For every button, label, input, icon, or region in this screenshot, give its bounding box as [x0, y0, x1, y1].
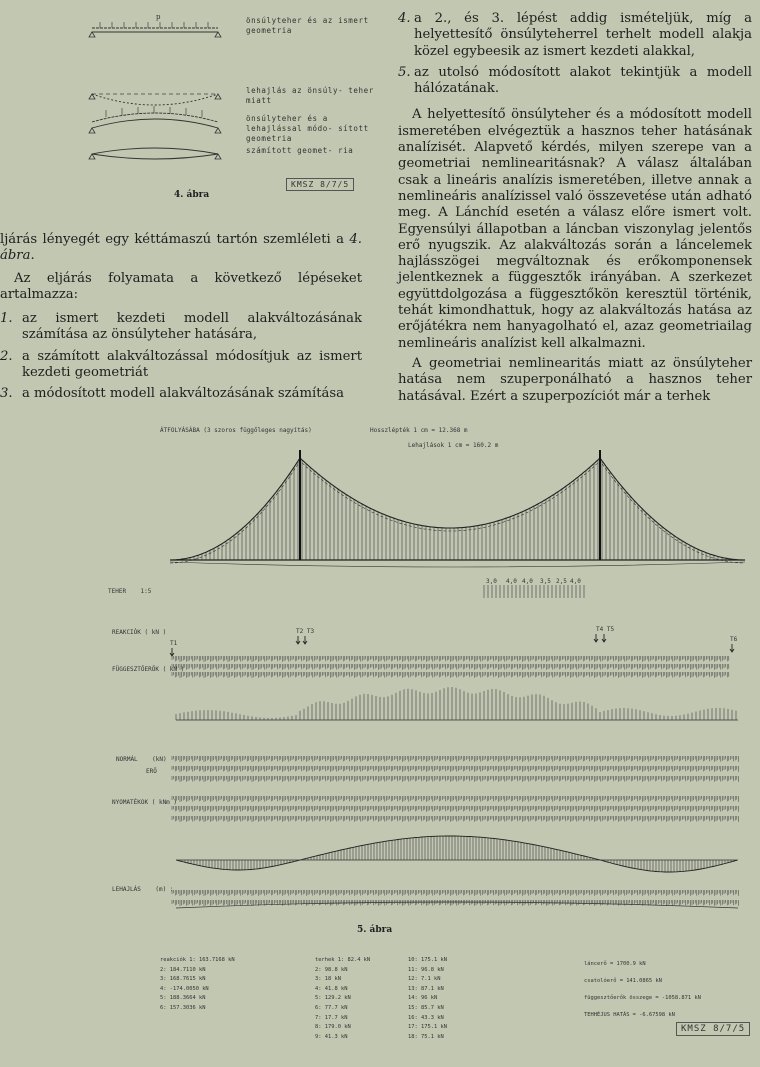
moment-values-2	[172, 806, 738, 812]
support-label: T1	[170, 640, 178, 647]
step-text: a számított alakváltozással módosítjuk az ismert kezdeti geometriát	[22, 348, 362, 381]
result-line: 5: 129.2 kN	[315, 995, 351, 1002]
support-label: T4 T5	[596, 626, 615, 633]
result-line: reakciók 1: 163.7168 kN	[160, 957, 235, 963]
result-line: csatolóerő = 141.0865 kN	[584, 978, 662, 984]
reaction-arrow	[730, 644, 734, 652]
result-line: 11: 96.8 kN	[408, 966, 444, 973]
intro-text: ljárás lényegét egy kéttámaszú tartón szemléleti a	[0, 232, 350, 247]
result-line: 3: 18 kN	[315, 976, 341, 983]
load-symbol: p	[156, 13, 161, 21]
step-list-left	[0, 311, 362, 402]
result-line: 6: 157.3036 kN	[160, 1004, 206, 1011]
hanger-results-b	[408, 956, 447, 1042]
step-item	[0, 349, 362, 382]
result-line: 9: 41.3 kN	[315, 1033, 348, 1040]
right-column	[398, 8, 752, 405]
bridge-hangers	[174, 460, 742, 560]
step-item	[0, 311, 362, 344]
load-scale-value: 1:5	[140, 588, 152, 595]
step-text: a 2., és 3. lépést addig ismételjük, míg a helyettesítő önsúlyteherrel terhelt modell alakja közel egybeesik az ismert kezdeti alakkal,	[414, 11, 752, 59]
result-line: 17: 175.1 kN	[408, 1024, 447, 1031]
result-line: láncerő = 1700.9 kN	[584, 961, 646, 967]
result-line: 13: 87.1 kN	[408, 985, 444, 992]
paragraph-analysis: A helyettesítő önsúlyteher és a módosított modell ismeretében elvégeztük a hasznos teher hatásának analízisét. Alapvető kérdés, milyen szerepe van a geometriai nemlinearitásnak? A válasz általában csak a lineáris analízis ismeretében, illetve annak a nemlineáris analízissel való összevetése után adható meg. A Lánchíd esetén a válasz előre ismert volt. Egyensúlyi állapotban a láncban viszonylag jelentős erő nyugszik. Az alakváltozás során a láncelemek hajlásszögei megváltoznak és erőkomponensek jelentkeznek a függesztők irányában. A szerkezet együttdolgozása a függesztőkön keresztül történik, tehát kimondhattuk, hogy az alakváltozás hatása az erőjátékra nem hanyagolható el, azaz geometriailag nemlineáris analízist kell alkalmazni.	[398, 107, 752, 351]
row-label-moments: NYOMATÉKOK ( kNm )	[112, 799, 178, 806]
row-label-deflection	[112, 886, 173, 893]
step-number: 5.	[398, 64, 411, 80]
deflection-unit: (m) :	[155, 886, 174, 893]
reaction-arrow	[594, 634, 598, 642]
figure-5	[0, 420, 760, 1067]
load-number: 4,0	[506, 578, 517, 585]
normal-unit: (kN)	[152, 756, 167, 763]
normal-force-values-3	[172, 776, 738, 782]
reaction-arrow	[303, 636, 307, 644]
deck-deflection	[170, 562, 745, 567]
process-intro: Az eljárás folyamata a következő lépéseket artalmazza:	[0, 270, 362, 302]
row-label-normal-sub: ERŐ	[146, 768, 157, 775]
support-label: T6	[730, 636, 738, 643]
step-text: az ismert kezdeti modell alakváltozásának számítása az önsúlyteher hatására,	[22, 311, 362, 343]
result-line: 15: 85.7 kN	[408, 1004, 444, 1011]
hanger-force-values-2	[172, 664, 729, 670]
row-label-reactions: REAKCIÓK ( kN )	[112, 629, 167, 636]
fig5-scale-length: Hosszlépték 1 cm = 12.368 m	[370, 427, 468, 434]
result-line: 4: 41.8 kN	[315, 985, 348, 992]
figure-reference: 4. ábra.	[0, 232, 362, 264]
support-label: T2 T3	[296, 628, 315, 635]
load-number: 3,0	[486, 578, 497, 585]
result-line: függesztőerők összege = -1058.871 kN	[584, 995, 701, 1001]
row-label-load	[108, 588, 151, 595]
moment-values-1	[172, 796, 738, 802]
moment-values-3	[172, 816, 738, 822]
step-text: az utolsó módosított alakot tekintjük a modell hálózatának.	[414, 64, 752, 97]
reactions-results	[160, 956, 235, 1014]
figure-4-caption: 4. ábra	[174, 190, 210, 200]
fig4-stamp: KMSZ 8/7/5	[286, 178, 354, 191]
deflection-values	[172, 890, 738, 896]
step-number: 2.	[0, 348, 13, 364]
reaction-arrow	[296, 636, 300, 644]
fig5-stamp: KMSZ 8/7/5	[676, 1022, 750, 1036]
result-line: 14: 96 kN	[408, 995, 438, 1002]
normal-force-values-1	[172, 756, 738, 762]
result-line: 12: 7.1 kN	[408, 976, 441, 983]
result-line: terhek 1: 82.4 kN	[315, 957, 371, 963]
fig4-label-2: lehajlás az önsúly- teher miatt	[246, 86, 374, 105]
summary-results	[584, 956, 701, 1024]
result-line: 4: -174.0050 kN	[160, 985, 209, 992]
normal-force-values-2	[172, 766, 738, 772]
hanger-force-bars	[176, 687, 736, 720]
result-line: 2: 184.7110 kN	[160, 966, 206, 973]
step-number: 3.	[0, 386, 13, 402]
result-line: 6: 77.7 kN	[315, 1004, 348, 1011]
figure-5-drawing	[0, 420, 760, 940]
row-label-hanger-forces: FÜGGESZTŐERŐK ( kN )	[112, 666, 185, 673]
step-item	[398, 11, 752, 60]
figure-4	[86, 4, 386, 199]
load-number: 4,0	[570, 578, 581, 585]
fig4-label-4: számított geomet- ria	[246, 146, 354, 155]
left-column	[0, 232, 362, 408]
fig4-label-1: önsúlyteher és az ismert geometria	[246, 16, 369, 35]
load-number: 2,5	[556, 578, 567, 585]
hanger-force-values-3	[172, 672, 729, 678]
result-line: 3: 168.7615 kN	[160, 976, 206, 983]
step-text: a módosított modell alakváltozásának számítása	[22, 386, 344, 402]
result-line: TEHHÉJUS HATÁS = -6.67598 kN	[584, 1012, 675, 1018]
result-line: 2: 98.8 kN	[315, 966, 348, 973]
paragraph-superposition: A geometriai nemlinearitás miatt az önsúlyteher hatása nem szuperponálható a hasznos teher hatásával. Ezért a szuperpozíciót már a terhek	[398, 355, 752, 404]
moment-bars	[176, 836, 737, 872]
result-line: 7: 17.7 kN	[315, 1014, 348, 1021]
load-arrows	[484, 585, 584, 598]
result-line: 8: 179.0 kN	[315, 1024, 351, 1031]
fig5-title: ÁTFOLYÁSÁBA (3 szoros függőleges nagyítás)	[160, 427, 312, 434]
reaction-arrow	[170, 648, 174, 656]
figure-5-caption: 5. ábra	[357, 925, 393, 935]
hanger-results-a	[315, 956, 370, 1042]
load-label-text: TEHER	[108, 588, 127, 595]
deflection-label-text: LEHAJLÁS	[112, 886, 141, 893]
result-line: 16: 43.3 kN	[408, 1014, 444, 1021]
fig5-scale-deflection: Lehajlások 1 cm = 160.2 m	[408, 442, 499, 449]
step-number: 4.	[398, 11, 411, 26]
normal-label-text: NORMÁL	[116, 756, 138, 763]
row-label-normal	[116, 756, 167, 763]
step-item	[0, 386, 362, 402]
reaction-arrow	[602, 634, 606, 642]
result-line: 5: 188.3664 kN	[160, 995, 206, 1002]
intro-paragraph	[0, 232, 362, 265]
result-line: 10: 175.1 kN	[408, 957, 447, 963]
step-item	[398, 65, 752, 98]
load-number: 3,5	[540, 578, 551, 585]
step-number: 1.	[0, 311, 13, 327]
load-number: 4,0	[522, 578, 533, 585]
hanger-force-values-1	[172, 656, 729, 662]
result-line: 18: 75.1 kN	[408, 1033, 444, 1040]
fig4-label-3: önsúlyteher és a lehajlással módo- sított geometria	[246, 114, 369, 143]
